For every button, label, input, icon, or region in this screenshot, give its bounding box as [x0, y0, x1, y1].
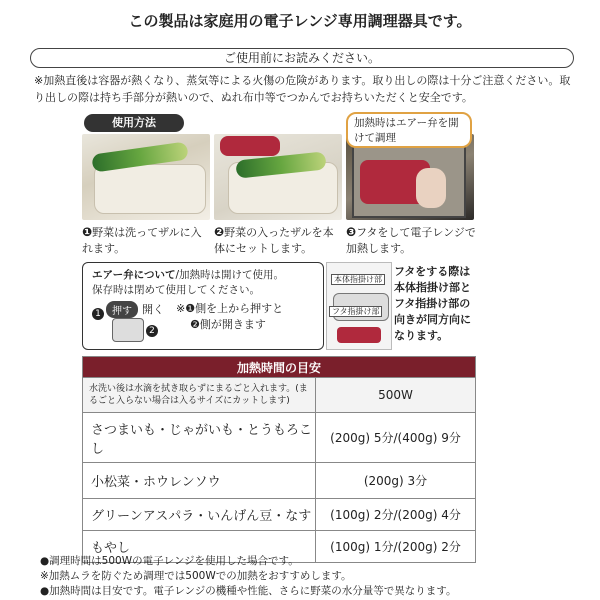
hand: [416, 168, 446, 208]
lid-grip-label: フタ指掛け部: [329, 299, 382, 318]
red-lid: [220, 136, 280, 156]
valve-note: [176, 301, 283, 333]
vegetable-name: さつまいも・じゃがいも・とうもろこし: [83, 413, 316, 463]
valve-num-2: 2: [146, 318, 160, 337]
step2-photo: [214, 134, 342, 220]
footnotes: [40, 554, 600, 599]
air-valve-text: [92, 268, 318, 298]
burn-warning: ※加熱直後は容器が熱くなり、蒸気等による火傷の危険があります。取り出しの際は十分ご注意ください。取り出しの際は持ち手部分が熱いので、ぬれ布巾等でつかんでお持ちいただくと安全です。: [34, 74, 571, 104]
heating-time: (100g) 2分/(200g) 4分: [316, 499, 476, 531]
wattage-header: 500W: [316, 378, 476, 413]
table-row: [83, 499, 476, 531]
vegetable-name: 小松菜・ホウレンソウ: [83, 463, 316, 499]
page-title: この製品は家庭用の電子レンジ専用調理器具です。: [128, 12, 472, 30]
valve-num-1: 1: [92, 301, 106, 320]
colander: [94, 164, 206, 214]
air-valve-line2: 保存時は閉めて使用してください。: [92, 284, 260, 296]
table-row: [83, 413, 476, 463]
diagram-note: フタをする際は本体指掛け部とフタ指掛け部の向きが同方向になります。: [394, 265, 471, 342]
air-valve-heading: エアー弁について: [92, 269, 176, 281]
step-number: ❸: [346, 225, 357, 239]
open-label: 開く: [142, 303, 164, 316]
valve-icon: [112, 318, 144, 342]
step-1: [82, 224, 212, 257]
footnote-3: ●加熱時間は目安です。電子レンジの機種や性能、さらに野菜の水分量等で異なります。: [40, 585, 457, 597]
note-line1: ❶側を上から押すと: [185, 302, 284, 315]
step-3: [346, 224, 476, 257]
step-number: ❶: [82, 225, 93, 239]
step-number: ❷: [214, 225, 225, 239]
step-text: フタをして電子レンジで加熱します。: [346, 226, 476, 255]
heating-time: (100g) 1分/(200g) 2分: [316, 531, 476, 563]
table-row: [83, 463, 476, 499]
note-line2: ❷側が開きます: [190, 318, 266, 331]
footnote-1: ●調理時間は500Wの電子レンジを使用した場合です。: [40, 555, 299, 567]
note-mark: ※: [176, 302, 186, 315]
air-valve-callout: 加熱時はエアー弁を開けて調理: [346, 112, 472, 148]
heating-time: (200g) 5分/(400g) 9分: [316, 413, 476, 463]
step1-photo: [82, 134, 210, 220]
table-subnote: 水洗い後は水滴を拭き取らずにまるごと入れます。(まるごと入らない場合は入るサイズにカットします): [83, 378, 316, 413]
heating-time: (200g) 3分: [316, 463, 476, 499]
table-title: 加熱時間の目安: [83, 357, 476, 378]
step-text: 野菜は洗ってザルに入れます。: [82, 226, 202, 255]
footnote-2: ※加熱ムラを防ぐため調理では500Wでの加熱をおすすめします。: [40, 570, 352, 582]
usage-tag: 使用方法: [84, 114, 184, 132]
air-valve-line1: /加熱時は開けて使用。: [175, 269, 285, 281]
body-grip-label: 本体指掛け部: [331, 267, 385, 286]
red-body: [337, 327, 381, 343]
vegetable-name: グリーンアスパラ・いんげん豆・なす: [83, 499, 316, 531]
vegetable-name: もやし: [83, 531, 316, 563]
step-text: 野菜の入ったザルを本体にセットします。: [214, 226, 334, 255]
lid-diagram: [326, 262, 392, 350]
read-before-use-notice: ご使用前にお読みください。: [30, 48, 574, 68]
step-2: [214, 224, 344, 257]
heating-time-table: [82, 356, 476, 563]
push-label: 押す: [106, 301, 138, 318]
